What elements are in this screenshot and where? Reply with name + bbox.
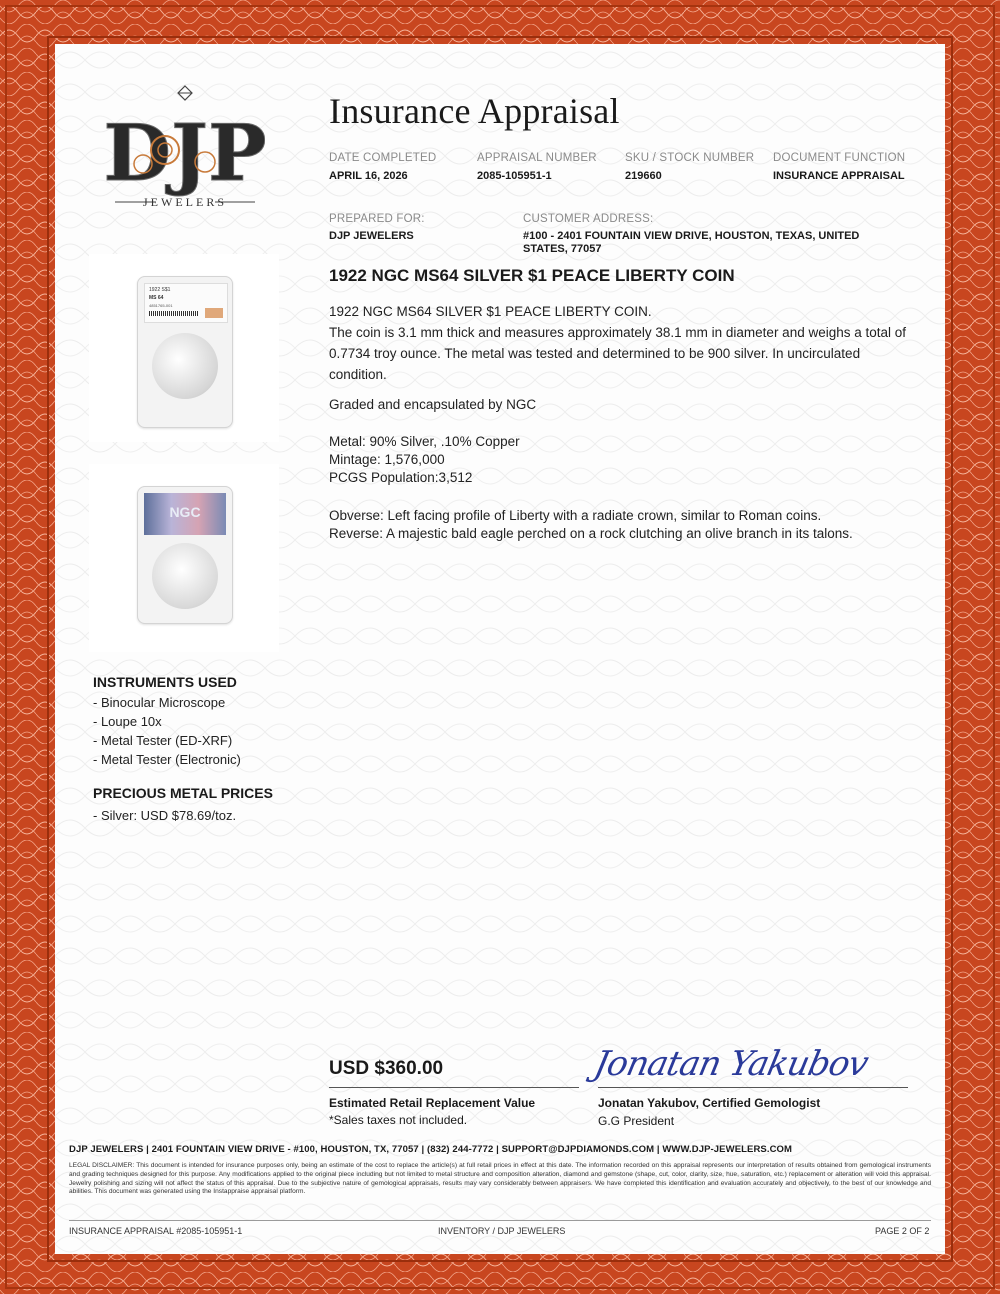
footer-appraisal-id: INSURANCE APPRAISAL #2085-105951-1 (69, 1226, 243, 1236)
footer-contact: DJP JEWELERS | 2401 FOUNTAIN VIEW DRIVE - #100, HOUSTON, TX, 77057 | (832) 244-7772 | SUPPORT@DJPDIAMONDS.COM | WWW.DJP-JEWELERS.COM (69, 1144, 793, 1155)
appraisal-number-label: APPRAISAL NUMBER (477, 152, 597, 164)
mintage-text: Mintage: 1,576,000 (329, 452, 445, 467)
signer-title: G.G President (598, 1114, 675, 1128)
signature-rule (598, 1087, 908, 1088)
footer-page-number: PAGE 2 OF 2 (875, 1226, 930, 1236)
ngc-logo: NGC (169, 504, 201, 520)
value-rule (329, 1087, 579, 1088)
coin-reverse (152, 543, 218, 609)
coin-front-image (89, 254, 279, 442)
date-completed-label: DATE COMPLETED (329, 152, 437, 164)
document-function-label: DOCUMENT FUNCTION (773, 152, 906, 164)
prepared-for-label: PREPARED FOR: (329, 213, 425, 225)
value-label: Estimated Retail Replacement Value (329, 1096, 536, 1110)
item-description (329, 301, 919, 385)
slab-label (144, 283, 228, 323)
coin-back-image (89, 464, 279, 652)
description-line-1: 1922 NGC MS64 SILVER $1 PEACE LIBERTY COIN. (329, 304, 652, 319)
instrument-item: - Metal Tester (Electronic) (93, 752, 241, 767)
legal-disclaimer: LEGAL DISCLAIMER: This document is intended for insurance purposes only, being an estimate of the cost to replace the article(s) at full retail prices in effect at this date. The information recorded on this appraisal represents our interpretation of results obtained from gemological instruments and grading techniques designed for this purpose. Any modifications applied to the original piece including but not limited to metal structure and composition alteration, diamond and gemstone (shape, cut, color, clarity, size, hue, saturation, etc.) replacement or alteration will void this appraisal. Jewelry polishing and sizing will not affect the status of this appraisal. Due to the subjective nature of gemological appraisals, results may vary considerably between appraisers. We have completed this identification and evaluation accurately and objectively, to the best of our knowledge and abilities. This document was generated using the Instappraise appraisal platform. (69, 1162, 931, 1196)
instrument-item: - Loupe 10x (93, 714, 162, 729)
barcode-icon (149, 311, 199, 316)
item-heading: 1922 NGC MS64 SILVER $1 PEACE LIBERTY COIN (329, 266, 735, 285)
svg-text:DJP: DJP (105, 108, 265, 199)
footer-inventory: INVENTORY / DJP JEWELERS (438, 1226, 566, 1236)
slab-label-cert: 4851765-001 (149, 303, 173, 308)
tax-note: *Sales taxes not included. (329, 1113, 468, 1127)
document-function-value: INSURANCE APPRAISAL (773, 170, 905, 182)
slab-back-label (144, 493, 226, 535)
hologram-icon (205, 308, 223, 318)
ngc-slab-back (137, 486, 233, 624)
metal-prices-heading: PRECIOUS METAL PRICES (93, 785, 273, 801)
sku-label: SKU / STOCK NUMBER (625, 152, 755, 164)
ngc-slab-front (137, 276, 233, 428)
obverse-text: Obverse: Left facing profile of Liberty with a radiate crown, similar to Roman coins. (329, 508, 822, 523)
metal-text: Metal: 90% Silver, .10% Copper (329, 434, 520, 449)
signer-name: Jonatan Yakubov, Certified Gemologist (598, 1096, 821, 1110)
appraised-value: USD $360.00 (329, 1058, 444, 1079)
djp-logo (105, 84, 265, 214)
slab-label-year: 1922 S$1 (149, 287, 171, 293)
appraisal-number-value: 2085-105951-1 (477, 170, 552, 182)
description-line-2: The coin is 3.1 mm thick and measures approximately 38.1 mm in diameter and weighs a total of 0.7734 troy ounce. The metal was tested and determined to be 900 silver. In uncirculated condition. (329, 325, 907, 382)
graded-text: Graded and encapsulated by NGC (329, 397, 537, 412)
document-sheet (55, 44, 945, 1254)
coin-obverse (152, 333, 218, 399)
population-text: PCGS Population:3,512 (329, 470, 473, 485)
slab-label-grade: MS 64 (149, 295, 164, 301)
prepared-for-value: DJP JEWELERS (329, 230, 414, 242)
logo-subtitle: JEWELERS (143, 195, 227, 209)
sku-value: 219660 (625, 170, 662, 182)
date-completed-value: APRIL 16, 2026 (329, 170, 408, 182)
metal-price-item: - Silver: USD $78.69/toz. (93, 808, 237, 823)
document-title: Insurance Appraisal (329, 91, 620, 131)
customer-address-value: #100 - 2401 FOUNTAIN VIEW DRIVE, HOUSTON, TEXAS, UNITED STATES, 77057 (523, 230, 860, 255)
instruments-heading: INSTRUMENTS USED (93, 674, 237, 690)
customer-address-label: CUSTOMER ADDRESS: (523, 213, 654, 225)
instrument-item: - Binocular Microscope (93, 695, 226, 710)
footer-rule (69, 1220, 931, 1221)
reverse-text: Reverse: A majestic bald eagle perched on a rock clutching an olive branch in its talons. (329, 526, 853, 541)
signature-script: Jonatan Yakubov (590, 1044, 872, 1084)
instrument-item: - Metal Tester (ED-XRF) (93, 733, 233, 748)
